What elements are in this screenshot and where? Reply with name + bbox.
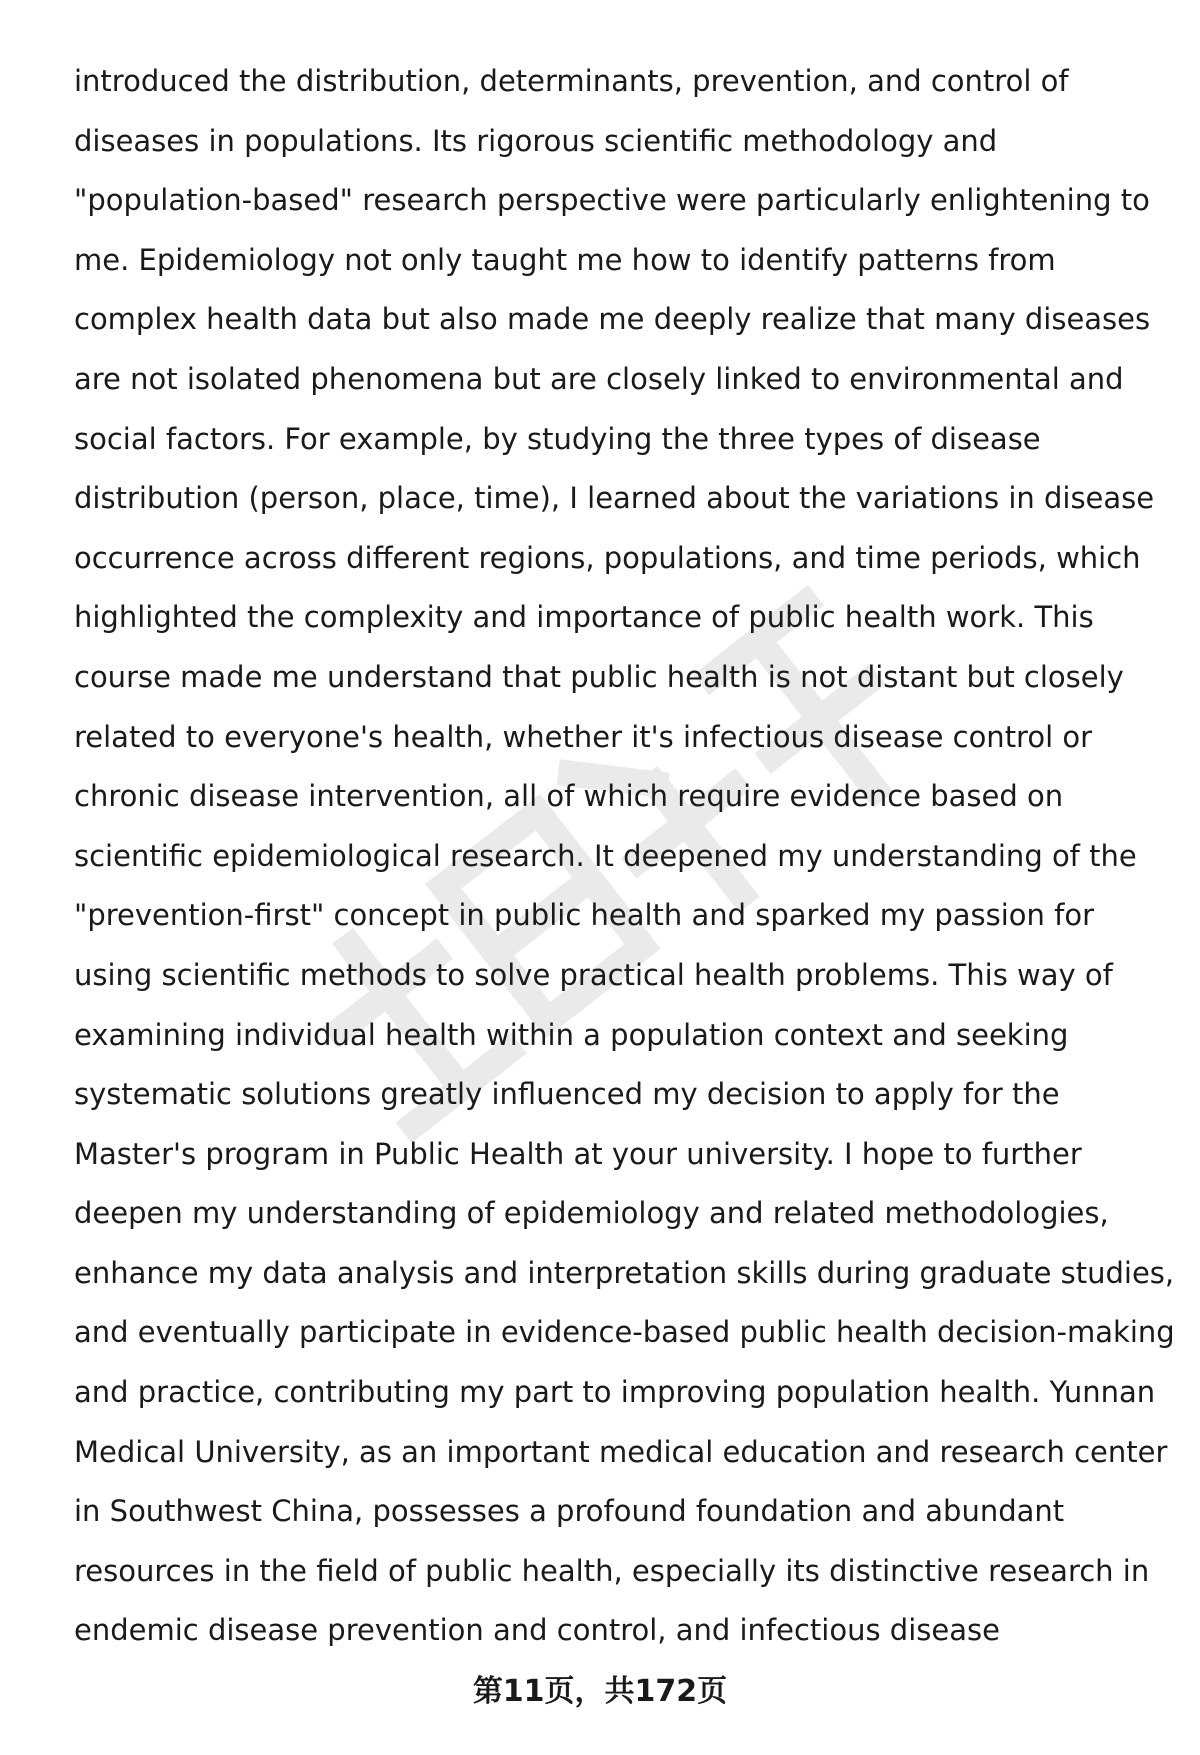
text-line: occurrence across different regions, populations, and time periods, which (74, 540, 1141, 575)
text-line: chronic disease intervention, all of which require evidence based on (74, 779, 1064, 814)
text-line: "prevention-first" concept in public health and sparked my passion for (74, 898, 1095, 933)
text-line: endemic disease prevention and control, and infectious disease (74, 1613, 1000, 1648)
text-line: systematic solutions greatly influenced my decision to apply for the (74, 1077, 1060, 1112)
text-line: complex health data but also made me deeply realize that many diseases (74, 302, 1151, 337)
text-line: course made me understand that public health is not distant but closely (74, 659, 1124, 694)
text-line: scientific epidemiological research. It deepened my understanding of the (74, 838, 1137, 873)
text-line: me. Epidemiology not only taught me how to identify patterns from (74, 242, 1056, 277)
text-line: related to everyone's health, whether it's infectious disease control or (74, 719, 1093, 754)
text-line: Medical University, as an important medical education and research center (74, 1434, 1168, 1469)
text-line: social factors. For example, by studying the three types of disease (74, 421, 1041, 456)
text-line: are not isolated phenomena but are closely linked to environmental and (74, 361, 1124, 396)
text-line: highlighted the complexity and importance of public health work. This (74, 600, 1094, 635)
text-line: diseases in populations. Its rigorous scientific methodology and (74, 123, 998, 158)
text-line: in Southwest China, possesses a profound foundation and abundant (74, 1494, 1065, 1529)
body-text (74, 52, 1175, 1661)
text-line: introduced the distribution, determinants, prevention, and control of (74, 64, 1069, 98)
text-line: and practice, contributing my part to improving population health. Yunnan (74, 1375, 1156, 1410)
page-number-footer: 第11页，共172页 (472, 1674, 728, 1709)
text-line: using scientific methods to solve practical health problems. This way of (74, 957, 1113, 992)
text-line: and eventually participate in evidence-based public health decision-making (74, 1315, 1175, 1350)
text-line: deepen my understanding of epidemiology and related methodologies, (74, 1196, 1109, 1231)
text-line: resources in the field of public health, especially its distinctive research in (74, 1553, 1150, 1588)
text-line: distribution (person, place, time), I learned about the variations in disease (74, 481, 1155, 516)
text-line: "population-based" research perspective were particularly enlightening to (74, 183, 1150, 218)
text-line: Master's program in Public Health at your university. I hope to further (74, 1136, 1082, 1171)
text-line: examining individual health within a population context and seeking (74, 1017, 1069, 1052)
text-line: enhance my data analysis and interpretation skills during graduate studies, (74, 1255, 1175, 1290)
